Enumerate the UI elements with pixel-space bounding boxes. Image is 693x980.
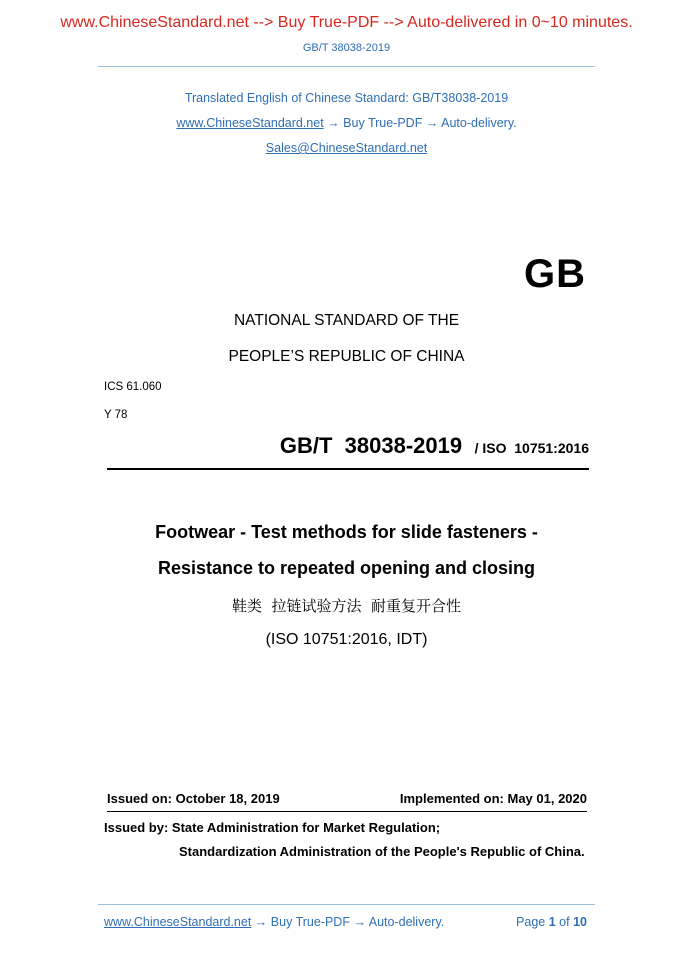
standard-number-block bbox=[280, 433, 589, 459]
footer-delivery-text: Auto-delivery. bbox=[368, 915, 445, 929]
national-standard-line2: PEOPLE’S REPUBLIC OF CHINA bbox=[228, 348, 465, 365]
page-label: Page bbox=[516, 915, 546, 929]
ics-code: ICS 61.060 bbox=[104, 381, 162, 393]
title-divider bbox=[107, 468, 589, 470]
arrow-icon: → bbox=[353, 915, 366, 929]
page-of: of bbox=[559, 915, 570, 929]
page-indicator bbox=[516, 915, 587, 929]
arrow-icon: → bbox=[254, 915, 268, 929]
title-line2: Resistance to repeated opening and closing bbox=[157, 558, 536, 578]
translation-notice: Translated English of Chinese Standard: GB/T38038-2019 bbox=[184, 91, 509, 105]
national-standard-line1: NATIONAL STANDARD OF THE bbox=[233, 312, 460, 329]
translation-links-row bbox=[0, 116, 693, 130]
gb-mark: GB bbox=[524, 252, 586, 296]
promo-banner[interactable]: www.ChineseStandard.net --> Buy True-PDF --> Auto-delivered in 0~10 minutes. bbox=[60, 14, 633, 31]
sales-email-link[interactable]: Sales@ChineseStandard.net bbox=[265, 141, 428, 155]
title-line1: Footwear - Test methods for slide fasteners - bbox=[155, 522, 538, 542]
issued-by-second: Standardization Administration of the People's Republic of China. bbox=[179, 844, 585, 859]
arrow-icon: → bbox=[425, 116, 439, 130]
footer-links bbox=[104, 915, 444, 929]
idt-reference: (ISO 10751:2016, IDT) bbox=[265, 631, 428, 648]
auto-delivery-text: Auto-delivery. bbox=[441, 116, 517, 130]
issued-on: Issued on: October 18, 2019 bbox=[107, 791, 280, 806]
header-divider bbox=[98, 66, 595, 67]
implemented-on: Implemented on: May 01, 2020 bbox=[399, 791, 587, 806]
iso-reference: / ISO 10751:2016 bbox=[474, 440, 589, 456]
footer-divider bbox=[98, 904, 595, 905]
ccs-code: Y 78 bbox=[104, 409, 128, 421]
issue-dates-row bbox=[107, 791, 587, 806]
footer-buy-text: Buy True-PDF bbox=[270, 915, 350, 929]
buy-pdf-text: Buy True-PDF bbox=[343, 116, 423, 130]
page-total: 10 bbox=[573, 915, 587, 929]
issue-divider bbox=[107, 811, 587, 812]
arrow-icon: → bbox=[327, 116, 340, 130]
chinese-title: 鞋类 拉链试验方法 耐重复开合性 bbox=[231, 597, 462, 615]
page-current: 1 bbox=[548, 915, 556, 929]
footer-site-link[interactable]: www.ChineseStandard.net bbox=[104, 915, 252, 929]
site-link[interactable]: www.ChineseStandard.net bbox=[176, 116, 324, 130]
header-standard-code: GB/T 38038-2019 bbox=[302, 42, 391, 54]
issued-by: Issued by: State Administration for Market Regulation; bbox=[104, 820, 441, 835]
standard-number: GB/T 38038-2019 bbox=[279, 433, 463, 458]
